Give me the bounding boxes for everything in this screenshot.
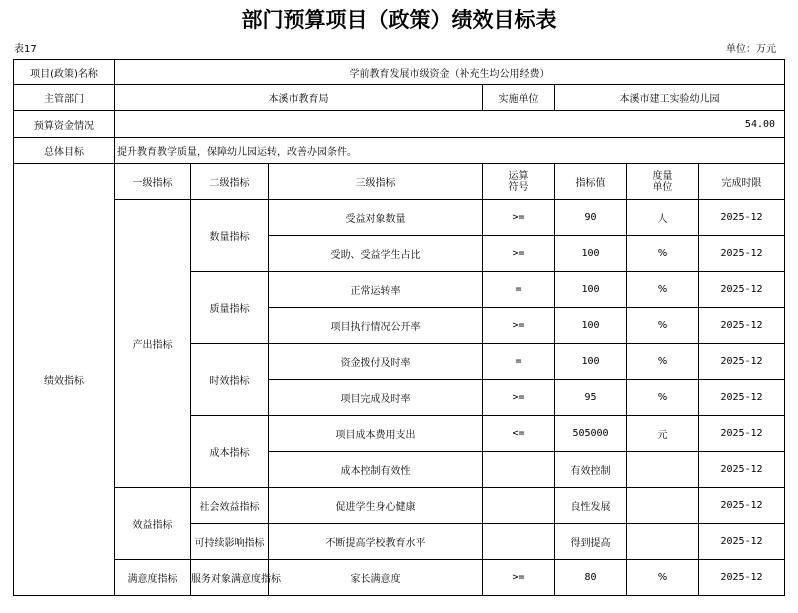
indicator-name: 项目执行情况公开率 [269, 308, 483, 344]
indicator-name: 促进学生身心健康 [269, 488, 483, 524]
subgroup-quantity: 数量指标 [191, 200, 269, 272]
indicator-operator: <= [483, 416, 555, 452]
indicator-unit: % [627, 560, 699, 596]
indicator-operator: = [483, 272, 555, 308]
indicator-name: 项目完成及时率 [269, 380, 483, 416]
goal-row [14, 138, 785, 164]
subgroup-sustainability: 可持续影响指标 [191, 524, 269, 560]
indicator-unit [627, 524, 699, 560]
indicator-unit: % [627, 236, 699, 272]
indicator-time: 2025-12 [699, 560, 785, 596]
implementing-unit-label: 实施单位 [483, 85, 555, 111]
subgroup-cost: 成本指标 [191, 416, 269, 488]
indicator-time: 2025-12 [699, 308, 785, 344]
indicator-name: 正常运转率 [269, 272, 483, 308]
indicator-value: 505000 [555, 416, 627, 452]
project-name-value: 学前教育发展市级资金（补充生均公用经费） [115, 60, 785, 85]
goal-label: 总体目标 [14, 138, 115, 164]
indicator-operator: >= [483, 236, 555, 272]
group-benefit: 效益指标 [115, 488, 191, 560]
indicator-value: 90 [555, 200, 627, 236]
indicator-name: 成本控制有效性 [269, 452, 483, 488]
department-value: 本溪市教育局 [115, 85, 483, 111]
indicator-unit: % [627, 308, 699, 344]
indicator-time: 2025-12 [699, 452, 785, 488]
indicator-name: 受益对象数量 [269, 200, 483, 236]
department-label: 主管部门 [14, 85, 115, 111]
header-operator [483, 164, 555, 200]
indicator-time: 2025-12 [699, 380, 785, 416]
indicator-operator [483, 452, 555, 488]
subgroup-social: 社会效益指标 [191, 488, 269, 524]
indicator-operator: >= [483, 308, 555, 344]
header-operator-bottom: 符号 [508, 181, 529, 193]
indicator-value: 有效控制 [555, 452, 627, 488]
indicator-value: 100 [555, 272, 627, 308]
header-level1: 一级指标 [115, 164, 191, 200]
indicator-value: 100 [555, 236, 627, 272]
header-unit-bottom: 单位 [652, 181, 673, 193]
indicator-operator: >= [483, 560, 555, 596]
goal-value: 提升教育教学质量，保障幼儿园运转，改善办园条件。 [115, 138, 785, 164]
indicator-value: 100 [555, 308, 627, 344]
indicator-value: 95 [555, 380, 627, 416]
indicator-time: 2025-12 [699, 416, 785, 452]
indicator-unit: 人 [627, 200, 699, 236]
table-number: 表17 [14, 44, 37, 55]
group-output: 产出指标 [115, 200, 191, 488]
performance-indicators-label: 绩效指标 [14, 164, 115, 596]
budget-value: 54.00 [115, 111, 785, 138]
indicator-value: 100 [555, 344, 627, 380]
indicator-operator [483, 524, 555, 560]
project-name-row [14, 60, 785, 85]
header-time: 完成时限 [699, 164, 785, 200]
header-level2: 二级指标 [191, 164, 269, 200]
indicator-name: 受助、受益学生占比 [269, 236, 483, 272]
group-satisfaction: 满意度指标 [115, 560, 191, 596]
implementing-unit-value: 本溪市建工实验幼儿园 [555, 85, 785, 111]
header-row [14, 164, 785, 200]
indicator-operator: >= [483, 380, 555, 416]
header-unit-top: 度量 [652, 170, 673, 182]
header-level3: 三级指标 [269, 164, 483, 200]
indicator-name: 资金拨付及时率 [269, 344, 483, 380]
indicator-unit: % [627, 272, 699, 308]
indicator-name: 家长满意度 [269, 560, 483, 596]
department-row [14, 85, 785, 111]
indicator-name: 不断提高学校教育水平 [269, 524, 483, 560]
indicator-value: 良性发展 [555, 488, 627, 524]
project-name-label: 项目(政策)名称 [14, 60, 115, 85]
subgroup-timeliness: 时效指标 [191, 344, 269, 416]
table-row [14, 560, 785, 596]
indicator-unit: % [627, 344, 699, 380]
subgroup-quality: 质量指标 [191, 272, 269, 344]
header-unit [627, 164, 699, 200]
indicator-time: 2025-12 [699, 524, 785, 560]
indicator-time: 2025-12 [699, 344, 785, 380]
indicator-value: 得到提高 [555, 524, 627, 560]
table-row [14, 200, 785, 236]
indicator-unit [627, 452, 699, 488]
indicator-time: 2025-12 [699, 272, 785, 308]
indicator-name: 项目成本费用支出 [269, 416, 483, 452]
indicator-unit: 元 [627, 416, 699, 452]
page-title: 部门预算项目（政策）绩效目标表 [241, 7, 557, 32]
table-row [14, 488, 785, 524]
subgroup-service-satisfaction: 服务对象满意度指标 [191, 560, 269, 596]
indicator-unit [627, 488, 699, 524]
indicator-time: 2025-12 [699, 236, 785, 272]
header-operator-top: 运算 [508, 170, 529, 182]
indicator-operator: = [483, 344, 555, 380]
indicator-value: 80 [555, 560, 627, 596]
unit-label: 单位：万元 [726, 44, 776, 55]
indicator-unit: % [627, 380, 699, 416]
performance-table [13, 59, 785, 596]
budget-label: 预算资金情况 [14, 111, 115, 138]
indicator-operator: >= [483, 200, 555, 236]
header-value: 指标值 [555, 164, 627, 200]
indicator-operator [483, 488, 555, 524]
indicator-time: 2025-12 [699, 488, 785, 524]
budget-row [14, 111, 785, 138]
indicator-time: 2025-12 [699, 200, 785, 236]
